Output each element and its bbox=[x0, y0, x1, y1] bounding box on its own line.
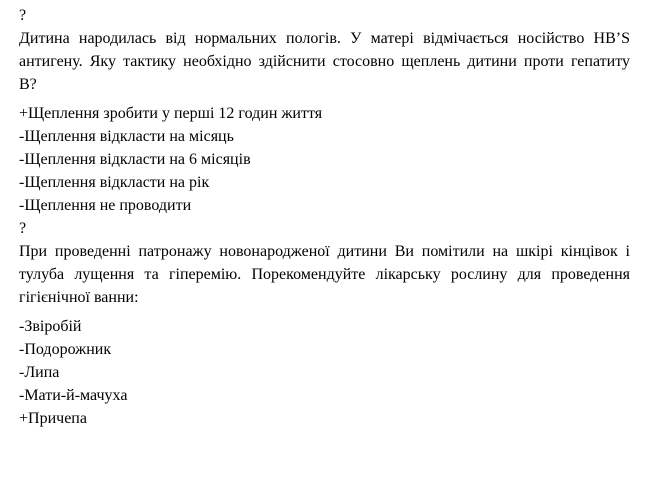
question-text-line: В? bbox=[19, 76, 37, 93]
answer-option: +Причепа bbox=[19, 410, 87, 427]
answer-option: -Щеплення не проводити bbox=[19, 197, 192, 214]
question-text-line: гігієнічної ванни: bbox=[19, 289, 139, 306]
question-text-line: антигену. Яку тактику необхідно здійснити стосовно щеплень дитини проти гепатиту bbox=[19, 53, 630, 70]
question-marker: ? bbox=[19, 7, 27, 24]
answer-option: -Щеплення відкласти на місяць bbox=[19, 128, 234, 145]
answer-option: -Липа bbox=[19, 364, 60, 381]
answer-option: -Мати-й-мачуха bbox=[19, 387, 128, 404]
question-text bbox=[19, 27, 630, 96]
answer-option: -Щеплення відкласти на рік bbox=[19, 174, 210, 191]
answer-option: -Звіробій bbox=[19, 318, 82, 335]
question-block-1 bbox=[19, 4, 630, 217]
question-marker: ? bbox=[19, 220, 27, 237]
answer-option: +Щеплення зробити у перші 12 годин життя bbox=[19, 105, 323, 122]
answer-option: -Щеплення відкласти на 6 місяців bbox=[19, 151, 251, 168]
question-text-line: тулуба лущення та гіперемію. Порекомендуйте лікарську рослину для проведення bbox=[19, 266, 630, 283]
question-text bbox=[19, 240, 630, 309]
question-block-2 bbox=[19, 217, 630, 430]
question-text-line: Дитина народилась від нормальних пологів. У матері відмічається носійство HB’S bbox=[19, 30, 630, 47]
question-text-line: При проведенні патронажу новонародженої дитини Ви помітили на шкірі кінцівок і bbox=[19, 243, 630, 260]
answer-option: -Подорожник bbox=[19, 341, 112, 358]
